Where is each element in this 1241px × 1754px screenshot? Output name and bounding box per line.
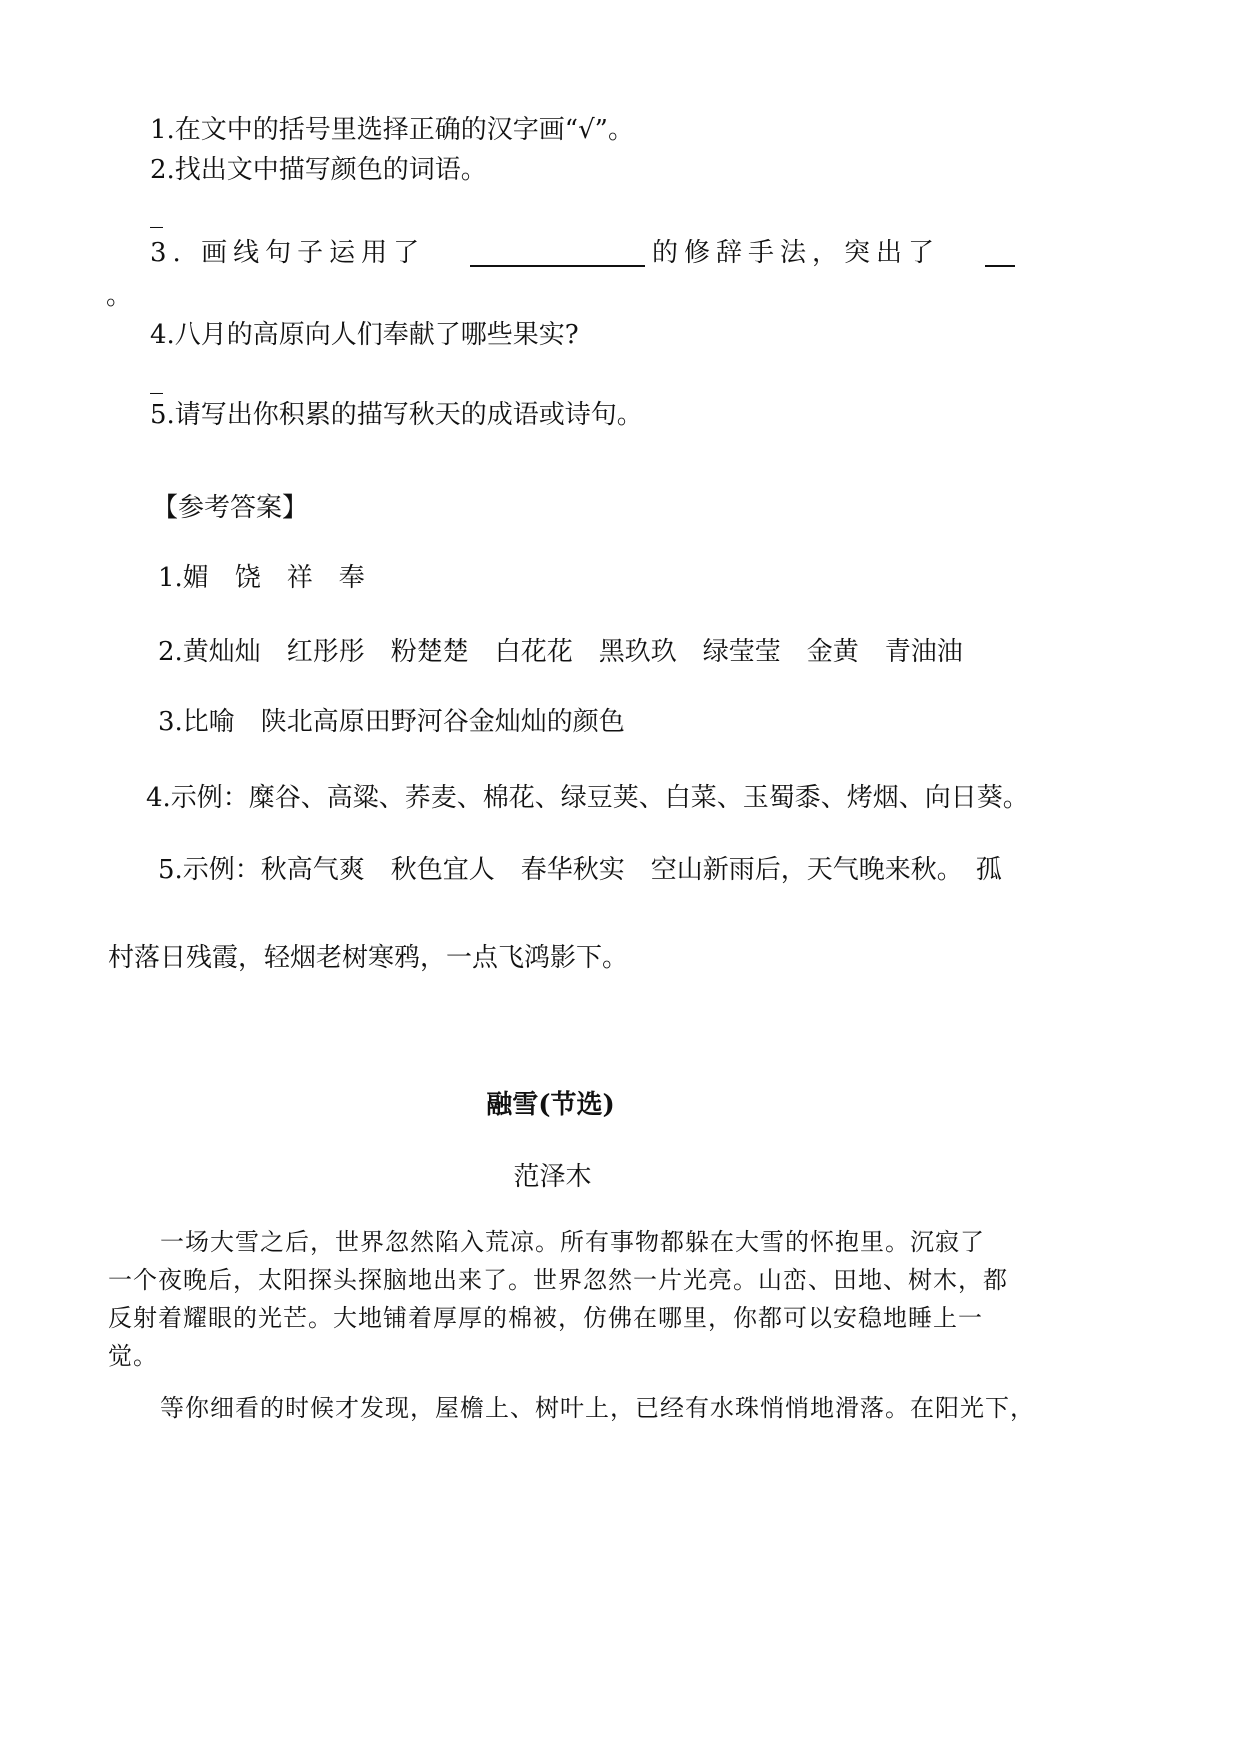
paragraph-line: 反射着耀眼的光芒。大地铺着厚厚的棉被，仿佛在哪里，你都可以安稳地睡上一 [108, 1304, 983, 1332]
question-1: 1.在文中的括号里选择正确的汉字画“√”。 [150, 115, 634, 145]
answer-blank-3a[interactable] [470, 237, 645, 267]
question-5: 5.请写出你积累的描写秋天的成语或诗句。 [150, 400, 643, 430]
question-3-part2: 的修辞手法，突出了 [652, 238, 941, 268]
answer-1: 1.媚 饶 祥 奉 [158, 563, 365, 593]
question-3-end: 。 [106, 281, 133, 311]
paragraph-line: 等你细看的时候才发现，屋檐上、树叶上，已经有水珠悄悄地滑落。在阳光下， [160, 1394, 1035, 1422]
paragraph-line: 一个夜晚后，太阳探头探脑地出来了。世界忽然一片光亮。山峦、田地、树木，都 [108, 1266, 1008, 1294]
answer-2: 2.黄灿灿 红彤彤 粉楚楚 白花花 黑玖玖 绿莹莹 金黄 青油油 [158, 637, 963, 667]
question-3-part1: 3. 画线句子运用了 [150, 238, 426, 268]
answer-blank-2[interactable]: _ [150, 199, 163, 229]
article-author: 范泽木 [513, 1162, 592, 1192]
answer-5-continued: 村落日残霞，轻烟老树寒鸦，一点飞鸿影下。 [108, 943, 629, 973]
answer-3: 3.比喻 陕北高原田野河谷金灿灿的颜色 [158, 707, 625, 737]
question-4: 4.八月的高原向人们奉献了哪些果实? [150, 320, 579, 350]
answer-5: 5.示例：秋高气爽 秋色宜人 春华秋实 空山新雨后，天气晚来秋。 孤 [158, 855, 1002, 885]
paragraph-line: 一场大雪之后，世界忽然陷入荒凉。所有事物都躲在大雪的怀抱里。沉寂了 [160, 1228, 985, 1256]
question-2: 2.找出文中描写颜色的词语。 [150, 155, 487, 185]
answer-4: 4.示例：糜谷、高粱、荞麦、棉花、绿豆荚、白菜、玉蜀黍、烤烟、向日葵。 [146, 783, 1029, 813]
article-title: 融雪(节选) [486, 1090, 615, 1120]
answer-blank-4[interactable]: _ [150, 365, 163, 395]
paragraph-line: 觉。 [108, 1342, 158, 1370]
answer-blank-3b[interactable] [985, 237, 1015, 267]
answers-heading: 【参考答案】 [152, 493, 309, 523]
